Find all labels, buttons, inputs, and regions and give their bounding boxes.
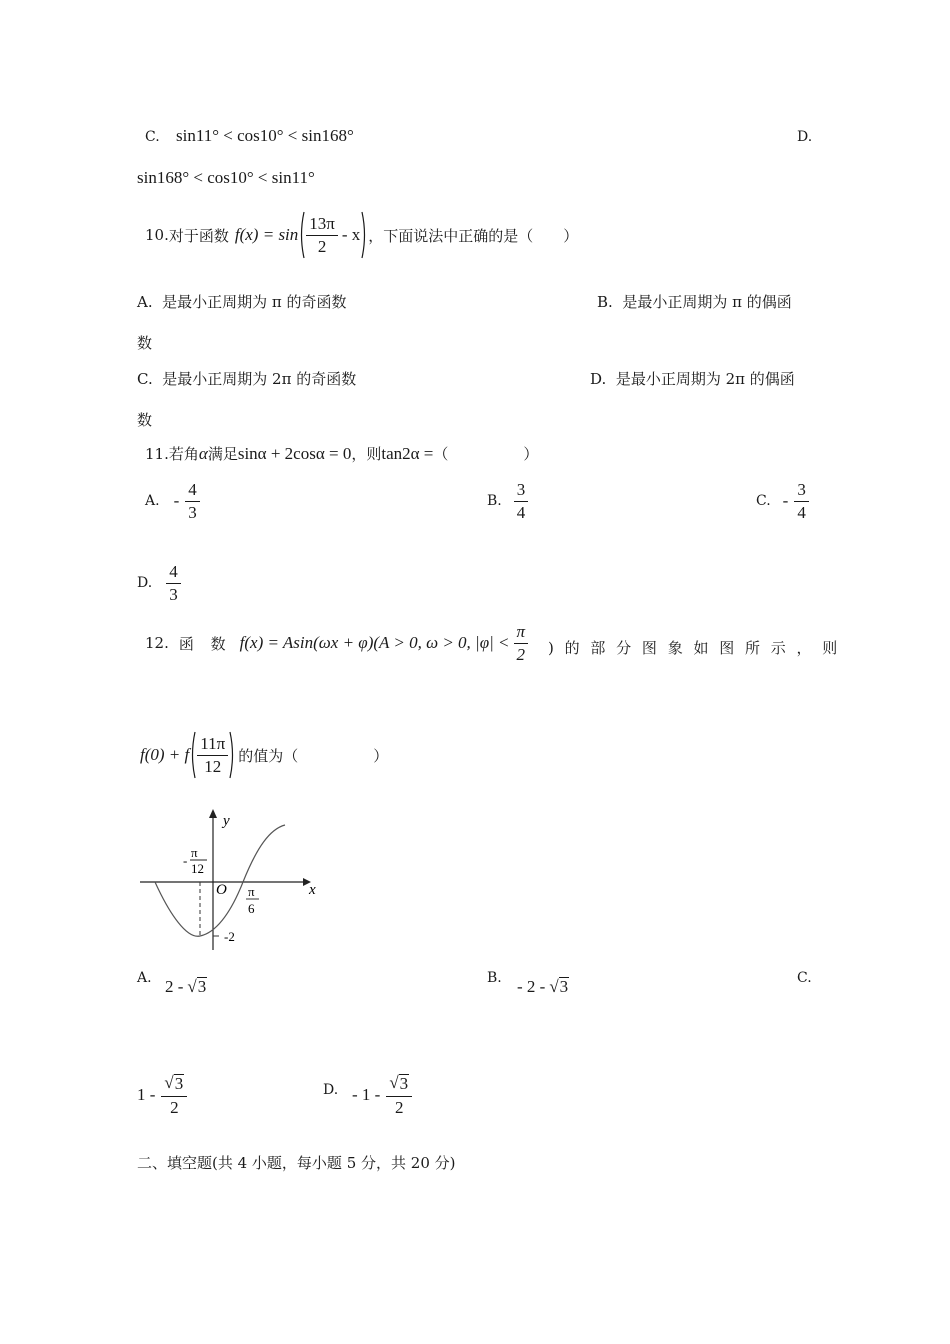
q11-option-d-frac (166, 563, 181, 604)
q12-stem-spaced: 函 数 (178, 634, 232, 653)
q12-option-c (137, 1074, 187, 1117)
q12-option-b-val: - 2 - (517, 977, 546, 996)
q11-option-c-frac (794, 481, 809, 522)
q11-option-b-label: B. (487, 493, 502, 510)
q12-expr-frac (197, 735, 228, 776)
q11-option-d-num: 4 (166, 563, 181, 584)
q12-option-a-sqrt: √ 3 (187, 977, 207, 996)
q11-option-b-num: 3 (514, 481, 529, 502)
q10-option-b-label: B. (597, 293, 613, 311)
q12-phi-den: 2 (516, 644, 526, 664)
neg-pi12-sign: - (183, 853, 188, 868)
q11-option-a (145, 481, 200, 522)
q12-option-a-label: A. (137, 970, 152, 986)
q11-option-b (487, 481, 528, 522)
q11-option-c-den: 4 (797, 502, 806, 522)
q9-option-d-math: sin168° < cos10° < sin11° (137, 168, 315, 187)
q12-option-d (352, 1074, 412, 1117)
q10-frac-num: 13π (306, 215, 338, 236)
q12-option-c-den: 2 (170, 1097, 179, 1117)
q11-alpha: α (198, 443, 208, 463)
q10-option-b (597, 291, 792, 312)
q12-expr-left-paren (189, 730, 197, 780)
q12-option-b-label: B. (487, 970, 502, 986)
q11-option-a-frac (185, 481, 200, 522)
q12-option-b (517, 977, 569, 997)
q10-stem (145, 210, 578, 260)
pi6-num: π (248, 884, 255, 899)
q12-option-d-label: D. (323, 1082, 339, 1098)
y-axis-label: y (223, 813, 230, 829)
q12-number: 12. (145, 634, 169, 653)
q12-option-c-rad: 3 (174, 1074, 184, 1093)
q11-option-a-den: 3 (188, 502, 197, 522)
q10-option-a-text: 是最小正周期为 π 的奇函数 (162, 293, 347, 311)
q11-option-c-sign: - (782, 491, 789, 511)
q12-expr-den: 12 (204, 756, 222, 776)
q10-option-c (137, 368, 356, 389)
q11-option-d (137, 563, 181, 604)
q11-ask: tan2α = (381, 443, 434, 463)
q11-option-b-frac (514, 481, 529, 522)
neg-pi12-num: π (191, 845, 198, 860)
q11-option-c-label: C. (756, 493, 771, 510)
q10-option-d-text: 是最小正周期为 2π 的偶函 (615, 370, 795, 388)
q11-option-a-sign: - (173, 491, 180, 511)
q12-option-d-val: - 1 - (352, 1085, 381, 1105)
q12-option-a (165, 977, 207, 997)
q11-stem-b: 满足 (207, 445, 238, 463)
neg-pi12-den: 12 (191, 861, 204, 876)
y-axis-arrow (209, 809, 217, 818)
q12-stem (145, 623, 528, 664)
q10-option-d-wrap: 数 (137, 411, 153, 429)
q10-option-c-label: C. (137, 370, 153, 388)
q12-expr-a: f(0) + f (140, 745, 190, 764)
q10-option-a-label: A. (137, 293, 153, 311)
q10-fraction (306, 215, 338, 256)
q12-phi-num: π (514, 623, 529, 644)
q11-option-c (756, 481, 809, 522)
q10-func-lhs: f(x) = sin (234, 225, 299, 244)
q12-option-a-rad: 3 (197, 977, 207, 996)
q12-option-d-frac (386, 1074, 412, 1117)
q12-func: f(x) = Asin(ωx + φ)(A > 0, ω > 0, |φ| < (239, 633, 510, 653)
q11-stem-a: 若角 (168, 445, 199, 463)
q10-option-b-wrap: 数 (137, 334, 153, 352)
q10-option-b-text: 是最小正周期为 π 的偶函 (622, 293, 792, 311)
q12-option-d-den: 2 (395, 1097, 404, 1117)
q12-expr-tail: 的值为（ ） (238, 746, 389, 765)
q12-option-c-label: C. (797, 970, 812, 986)
q11-option-d-label: D. (137, 575, 153, 592)
q11-option-d-den: 3 (169, 584, 178, 604)
q10-stem-suffix: ，下面说法中正确的是（ ） (368, 226, 579, 245)
q9-option-d-label: D. (797, 129, 813, 145)
section-2-heading: 二、填空题(共 4 小题，每小题 5 分，共 20 分) (137, 1154, 456, 1172)
q12-expr-num: 11π (197, 735, 228, 756)
q10-right-paren (360, 210, 368, 260)
q10-number: 10. (145, 226, 169, 244)
q11-option-a-num: 4 (185, 481, 200, 502)
q10-option-d-label: D. (590, 370, 607, 388)
q11-stem-c: ，则 (351, 445, 382, 463)
q11-option-b-den: 4 (516, 502, 526, 522)
q12-option-c-frac (161, 1074, 187, 1117)
q12-option-b-rad: 3 (559, 977, 569, 996)
q11-blank: （ ） (433, 445, 539, 463)
q12-option-a-val: 2 - (165, 977, 184, 996)
q10-left-paren (298, 210, 306, 260)
q12-expression (140, 730, 388, 780)
q11-number: 11. (145, 444, 169, 463)
q10-option-c-text: 是最小正周期为 2π 的奇函数 (162, 370, 357, 388)
q12-expr-right-paren (228, 730, 236, 780)
pi6-den: 6 (248, 901, 255, 916)
q12-option-c-val: 1 - (137, 1085, 156, 1105)
q10-option-d (590, 368, 795, 389)
q10-frac-den: 2 (317, 236, 327, 256)
q9-option-c-label: C. (145, 129, 160, 145)
q11-option-c-num: 3 (794, 481, 809, 502)
origin-label: O (216, 882, 227, 898)
q12-stem-tail: ) 的 部 分 图 象 如 图 所 示 ， 则 (548, 639, 841, 657)
q12-phi-bound (514, 623, 529, 664)
q12-option-b-sqrt: √ 3 (549, 977, 569, 996)
q11-equation: sinα + 2cosα = 0 (237, 443, 352, 463)
x-axis-label: x (309, 882, 316, 898)
q12-option-c-sqrt: √ 3 (161, 1074, 187, 1097)
sine-curve (155, 825, 285, 936)
q10-option-a (137, 291, 347, 312)
q12-sine-graph (135, 805, 335, 955)
q12-option-d-sqrt: √ 3 (386, 1074, 412, 1097)
q12-option-d-rad: 3 (399, 1074, 409, 1093)
min-value-label: -2 (224, 929, 235, 944)
q11-option-a-label: A. (145, 493, 160, 510)
q10-frac-tail: - x (341, 225, 361, 244)
q9-option-c-math: sin11° < cos10° < sin168° (176, 126, 354, 145)
q11-stem (145, 443, 538, 464)
q10-stem-prefix: 对于函数 (168, 226, 229, 245)
